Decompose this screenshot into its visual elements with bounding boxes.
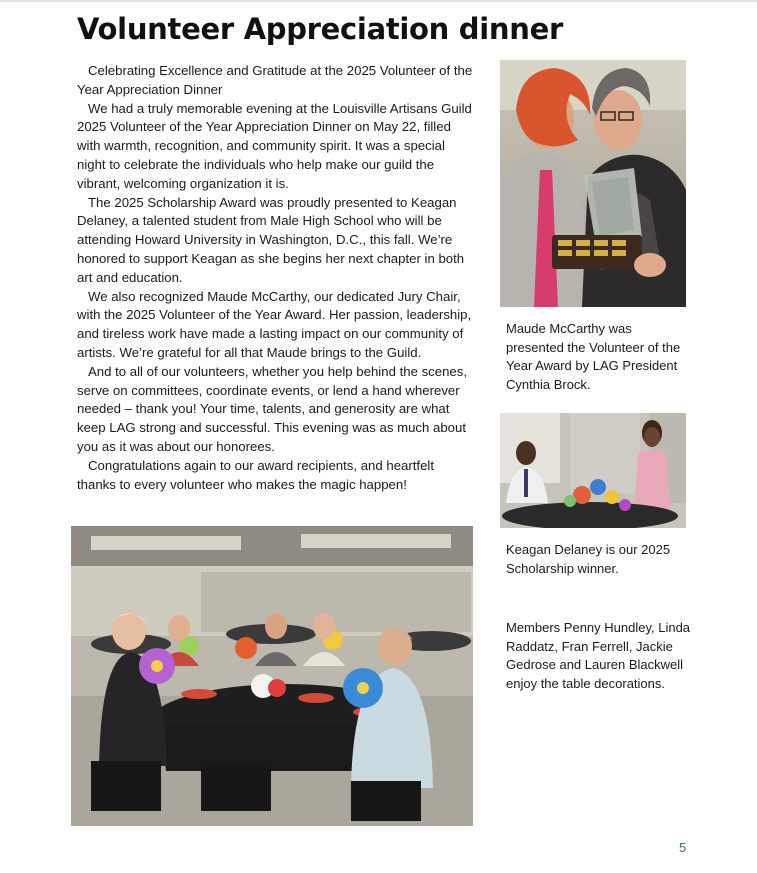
article-paragraph: Congratulations again to our award recipients, and heartfelt thanks to every volunteer who makes the magic happen! [77,457,435,492]
article-paragraph: We also recognized Maude McCarthy, our dedicated Jury Chair, with the 2025 Volunteer of the Year Award. Her passion, leadership, and tireless work have made a lasting impact on our community of artists. We’re grateful for all that Maude brings to the Guild. [77,288,472,360]
article-paragraph: Celebrating Excellence and Gratitude at the 2025 Volunteer of the Year Appreciation Dinner [77,63,473,97]
article-paragraph: We had a truly memorable evening at the Louisville Artisans Guild 2025 Volunteer of the Year Appreciation Dinner on May 22, filled with warmth, recognition, and community spirit. It was a special night to celebrate the individuals who help make our guild the vibrant, welcoming organization it is. [77,100,472,191]
article-paragraph: The 2025 Scholarship Award was proudly presented to Keagan Delaney, a talented student from Male High School who will be attending Howard University in Washington, D.C., this fall. We’re honored to support Keagan as she begins her next chapter in both art and education. [77,194,465,285]
scholarship-caption: Keagan Delaney is our 2025 Scholarship winner. [506,542,671,576]
page-number: 5 [679,840,687,855]
top-rule [0,0,757,2]
page-title: Volunteer Appreciation dinner [77,12,563,46]
award-photo [500,60,686,307]
award-caption: Maude McCarthy was presented the Volunteer of the Year Award by LAG President Cynthia Brock. [506,321,681,393]
article-body [77,62,473,494]
article-paragraph: And to all of our volunteers, whether you help behind the scenes, serve on committees, coordinate events, or lend a hand wherever needed – thank you! Your time, talents, and generosity are what keep LAG strong and successful. This evening was as much about you as it was about our honorees. [77,363,468,454]
table-caption: Members Penny Hundley, Linda Raddatz, Fran Ferrell, Jackie Gedrose and Lauren Blackwell enjoy the table decorations. [506,620,691,692]
scholarship-photo [500,413,686,528]
dinner-photo [71,526,473,826]
